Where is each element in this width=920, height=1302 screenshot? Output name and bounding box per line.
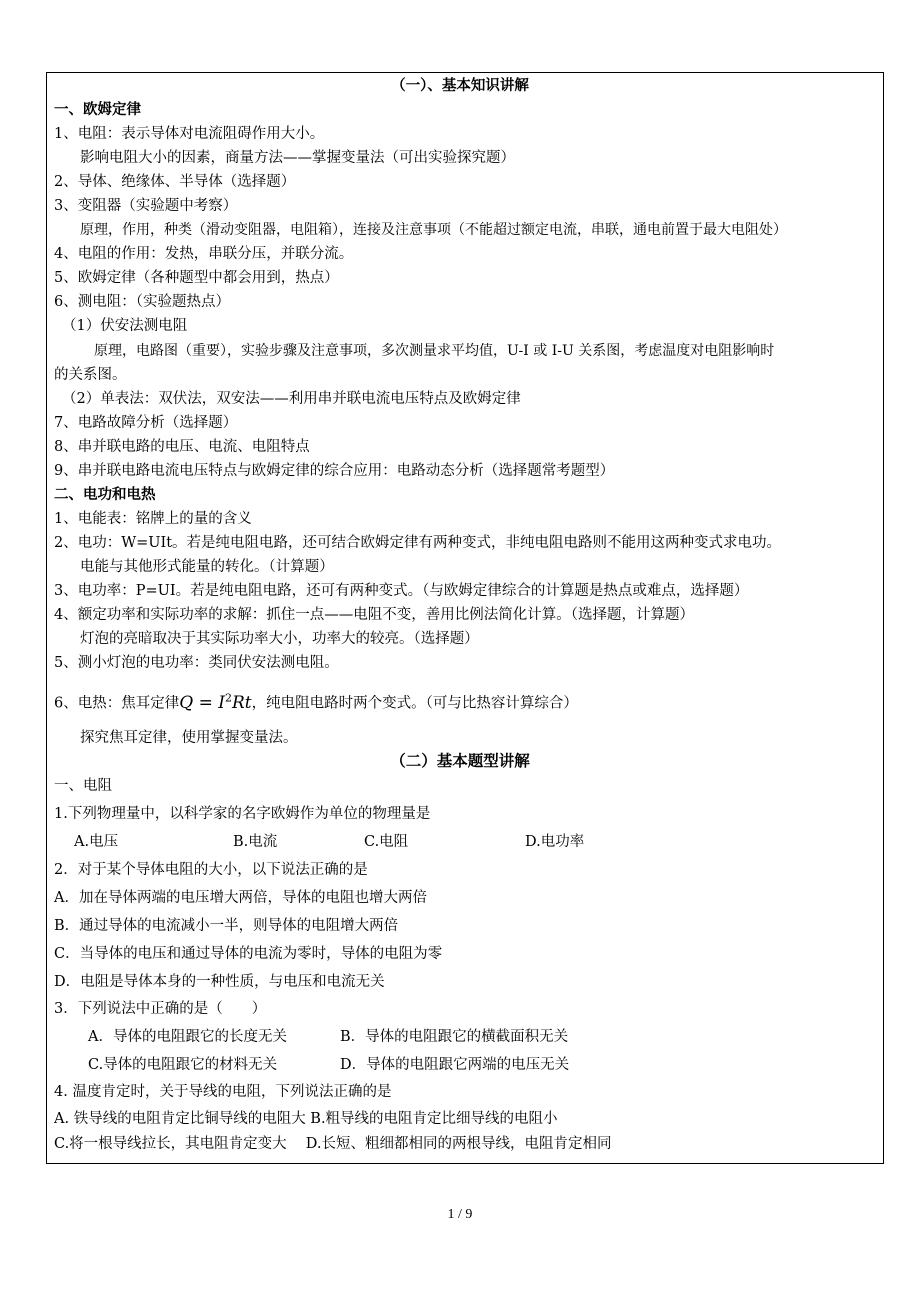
joule-suffix: ，纯电阻电路时两个变式。（可与比热容计算综合） — [251, 695, 578, 712]
q3-stem: 3．下列说法中正确的是（ ） — [54, 1001, 267, 1017]
page-number: 1 / 9 — [447, 1207, 473, 1222]
power-line-2-note: 电能与其他形式能量的转化。（计算题） — [80, 559, 334, 575]
line-8: 8、串并联电路的电压、电流、电阻特点 — [54, 439, 310, 455]
line-1-note: 影响电阻大小的因素，商量方法——掌握变量法（可出实验探究题） — [80, 150, 515, 166]
q2-option-d: D．电阻是导体本身的一种性质，与电压和电流无关 — [54, 974, 385, 990]
formula-exp: 2 — [224, 691, 232, 704]
q3-option-d: D．导体的电阻跟它两端的电压无关 — [340, 1057, 570, 1073]
power-line-2: 2、电功：W=UIt。若是纯电阻电路，还可结合欧姆定律有两种变式，非纯电阻电路则不能用这两种变式求电功。 — [54, 535, 782, 551]
line-1: 1、电阻：表示导体对电流阻碍作用大小。 — [54, 126, 325, 142]
joule-prefix: 6、电热：焦耳定律 — [54, 695, 180, 712]
q1-option-a: A.电压 — [74, 834, 119, 850]
line-3-note: 原理，作用，种类（滑动变阻器，电阻箱），连接及注意事项（不能超过额定电流，串联，通电前置于最大电阻处） — [80, 222, 787, 238]
line-9: 9、串并联电路电流电压特点与欧姆定律的综合应用：电路动态分析（选择题常考题型） — [54, 463, 615, 479]
formula-eq: = — [193, 692, 219, 713]
formula-Rt: Rt — [231, 692, 252, 713]
q4-stem: 4. 温度肯定时，关于导线的电阻，下列说法正确的是 — [54, 1084, 392, 1100]
q1-option-c: C.电阻 — [364, 834, 409, 850]
q3-option-b: B．导体的电阻跟它的横截面积无关 — [340, 1029, 569, 1045]
q2-option-b: B．通过导体的电流减小一半，则导体的电阻增大两倍 — [54, 918, 399, 934]
line-4: 4、电阻的作用：发热，串联分压，并联分流。 — [54, 246, 354, 262]
section2-sub-heading: 一、电阻 — [54, 778, 112, 794]
line-2: 2、导体、绝缘体、半导体（选择题） — [54, 174, 296, 190]
q3-option-c: C.导体的电阻跟它的材料无关 — [88, 1057, 278, 1073]
power-line-1: 1、电能表：铭牌上的量的含义 — [54, 511, 252, 527]
q1-option-b: B.电流 — [233, 834, 278, 850]
q1-stem: 1.下列物理量中，以科学家的名字欧姆作为单位的物理量是 — [54, 806, 431, 822]
power-heading: 二、电功和电热 — [54, 486, 156, 503]
line-6-2: （2）单表法：双伏法，双安法——利用串并联电流电压特点及欧姆定律 — [62, 391, 521, 407]
power-line-4-note: 灯泡的亮暗取决于其实际功率大小，功率大的较亮。（选择题） — [80, 631, 479, 647]
q1-option-d: D.电功率 — [525, 834, 585, 850]
joule-formula — [179, 693, 251, 713]
power-line-6 — [54, 689, 578, 713]
line-6: 6、测电阻：（实验题热点） — [54, 294, 230, 310]
line-5: 5、欧姆定律（各种题型中都会用到，热点） — [54, 270, 339, 286]
formula-I: I — [218, 692, 225, 713]
line-3: 3、变阻器（实验题中考察） — [54, 198, 238, 214]
line-7: 7、电路故障分析（选择题） — [54, 415, 238, 431]
section2-title: （二）基本题型讲解 — [390, 751, 530, 770]
ohm-heading: 一、欧姆定律 — [54, 101, 141, 118]
q4-options-cd: C.将一根导线拉长，其电阻肯定变大 D.长短、粗细都相同的两根导线，电阻肯定相同 — [54, 1136, 612, 1152]
line-6-1: （1）伏安法测电阻 — [62, 318, 188, 334]
q3-option-a: A．导体的电阻跟它的长度无关 — [88, 1029, 287, 1045]
q2-stem: 2．对于某个导体电阻的大小，以下说法正确的是 — [54, 862, 368, 878]
q2-option-a: A．加在导体两端的电压增大两倍，导体的电阻也增大两倍 — [54, 890, 427, 906]
q4-options-ab: A. 铁导线的电阻肯定比铜导线的电阻大 B.粗导线的电阻肯定比细导线的电阻小 — [54, 1111, 558, 1127]
section1-title: （一）、基本知识讲解 — [391, 77, 529, 94]
q2-option-c: C．当导体的电压和通过导体的电流为零时，导体的电阻为零 — [54, 946, 443, 962]
joule-note: 探究焦耳定律，使用掌握变量法。 — [80, 730, 298, 746]
power-line-5: 5、测小灯泡的电功率：类同伏安法测电阻。 — [54, 655, 339, 671]
power-line-4: 4、额定功率和实际功率的求解：抓住一点——电阻不变，善用比例法简化计算。（选择题，计算题） — [54, 607, 694, 623]
formula-Q: Q — [179, 692, 194, 713]
line-6-1-note-cont: 的关系图。 — [54, 367, 127, 383]
power-line-3: 3、电功率：P=UI。若是纯电阻电路，还可有两种变式。（与欧姆定律综合的计算题是热点或难点，选择题） — [54, 583, 749, 599]
line-6-1-note: 原理，电路图（重要），实验步骤及注意事项，多次测量求平均值，U-I 或 I-U 关系图，考虑温度对电阻影响时 — [94, 343, 775, 359]
